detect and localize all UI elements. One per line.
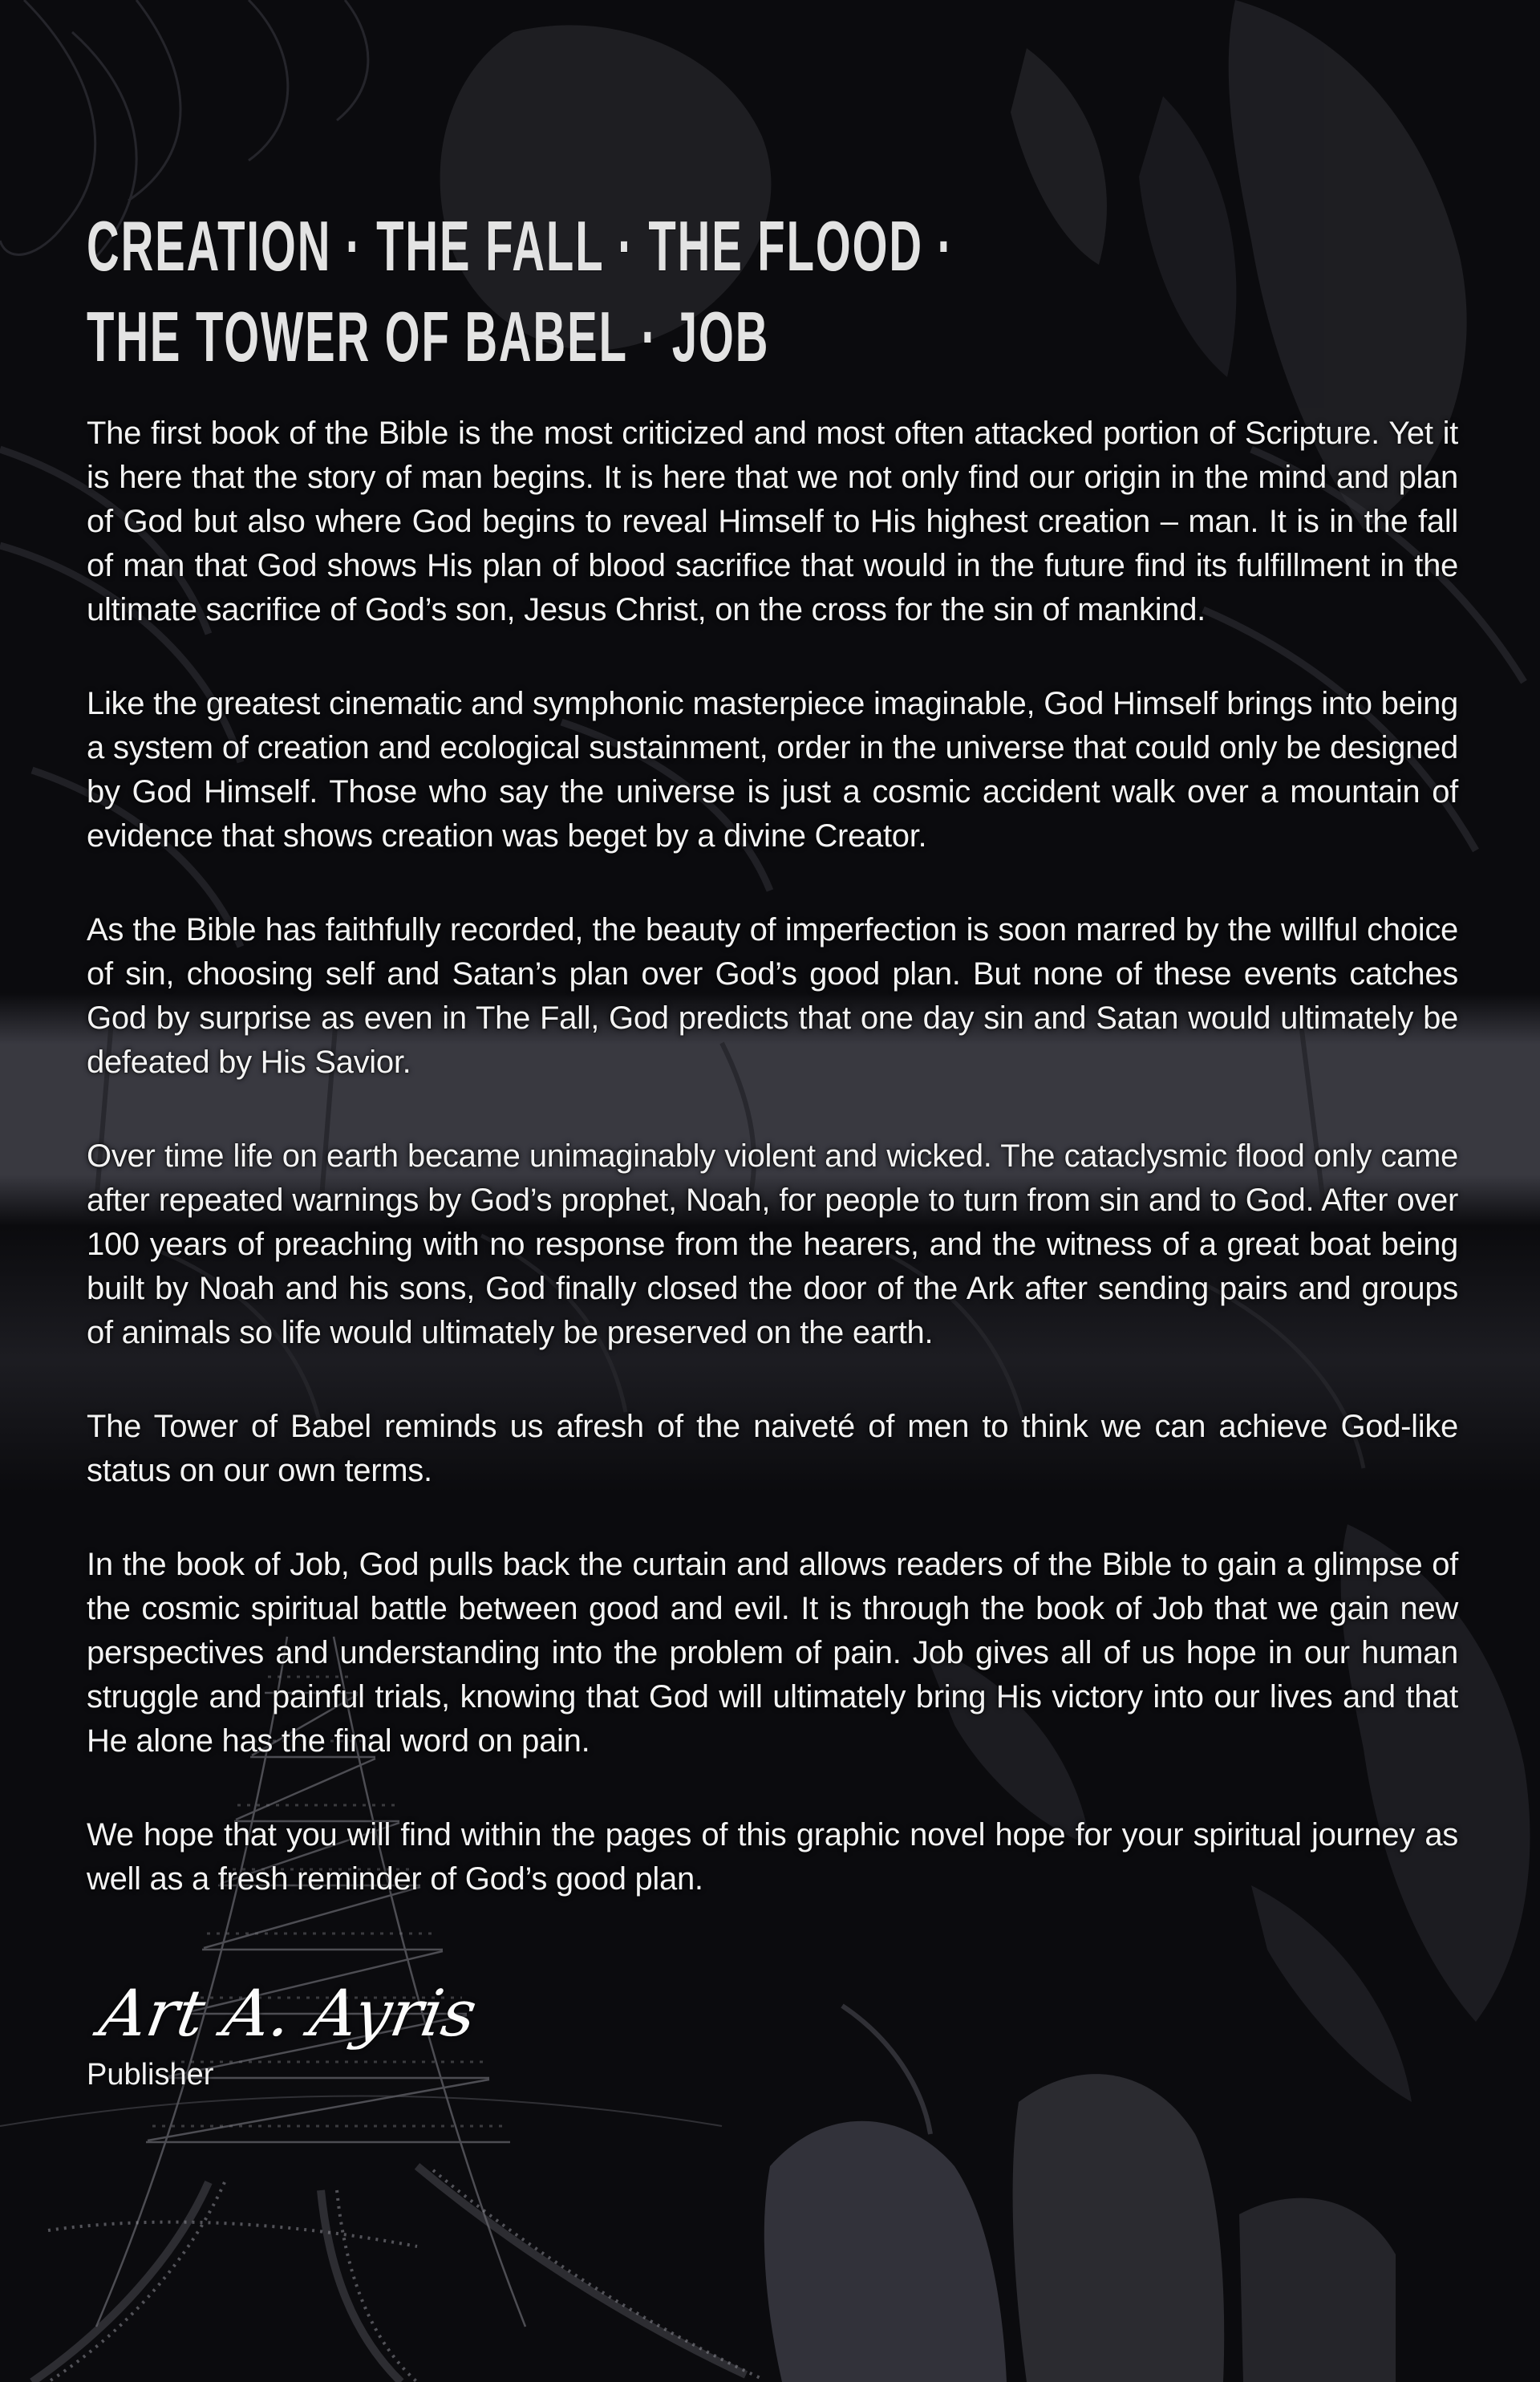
paragraph-creation: Like the greatest cinematic and symphonic masterpiece imaginable, God Himself brings into being a system of creation and ecological sustainment, order in the universe that could only be designed by God Himself. Those who say the universe is just a cosmic accident walk over a mountain of evidence that shows creation was beget by a divine Creator.: [87, 686, 1458, 854]
paragraph-the-fall: As the Bible has faithfully recorded, the beauty of imperfection is soon marred by the willful choice of sin, choosing self and Satan’s plan over God’s good plan. But none of these events catches God by surprise as even in The Fall, God predicts that one day sin and Satan would ultimately be defeated by His Savior.: [87, 912, 1458, 1080]
title-line-1: CREATION · THE FALL · THE FLOOD ·: [87, 206, 954, 286]
paragraph-tower-of-babel: The Tower of Babel reminds us afresh of the naiveté of men to think we can achieve God-like status on our own terms.: [87, 1409, 1458, 1488]
paragraph-the-flood: Over time life on earth became unimaginably violent and wicked. The cataclysmic flood only came after repeated warnings by God’s prophet, Noah, for people to turn from sin and to God. After over 100 years of preaching with no response from the hearers, and the witness of a great boat being built by Noah and his sons, God finally closed the door of the Ark after sending pairs and groups of animals so life would ultimately be preserved on the earth.: [87, 1138, 1458, 1350]
page-content: [87, 0, 1458, 2093]
page-title: [87, 201, 1458, 382]
publisher-signature: Art A. Ayris: [94, 1976, 483, 2051]
body-text: [87, 412, 1458, 1901]
publisher-role-label: Publisher: [87, 2058, 214, 2092]
paragraph-genesis-intro: The first book of the Bible is the most criticized and most often attacked portion of Scripture. Yet it is here that the story of man begins. It is here that we not only find our origin in the mind and plan of God but also where God begins to reveal Himself to His highest creation – man. It is in the fall of man that God shows His plan of blood sacrifice that would in the future find its fulfillment in the ultimate sacrifice of God’s son, Jesus Christ, on the cross for the sin of mankind.: [87, 416, 1458, 627]
title-line-2: THE TOWER OF BABEL · JOB: [87, 297, 770, 376]
paragraph-closing-hope: We hope that you will find within the pages of this graphic novel hope for your spiritual journey as well as a fresh reminder of God’s good plan.: [87, 1817, 1458, 1897]
paragraph-job: In the book of Job, God pulls back the curtain and allows readers of the Bible to gain a glimpse of the cosmic spiritual battle between good and evil. It is through the book of Job that we gain new perspectives and understanding into the problem of pain. Job gives all of us hope in our human struggle and painful trials, knowing that God will ultimately bring His victory into our lives and that He alone has the final word on pain.: [87, 1547, 1458, 1759]
crowd-art: [0, 2096, 762, 2382]
